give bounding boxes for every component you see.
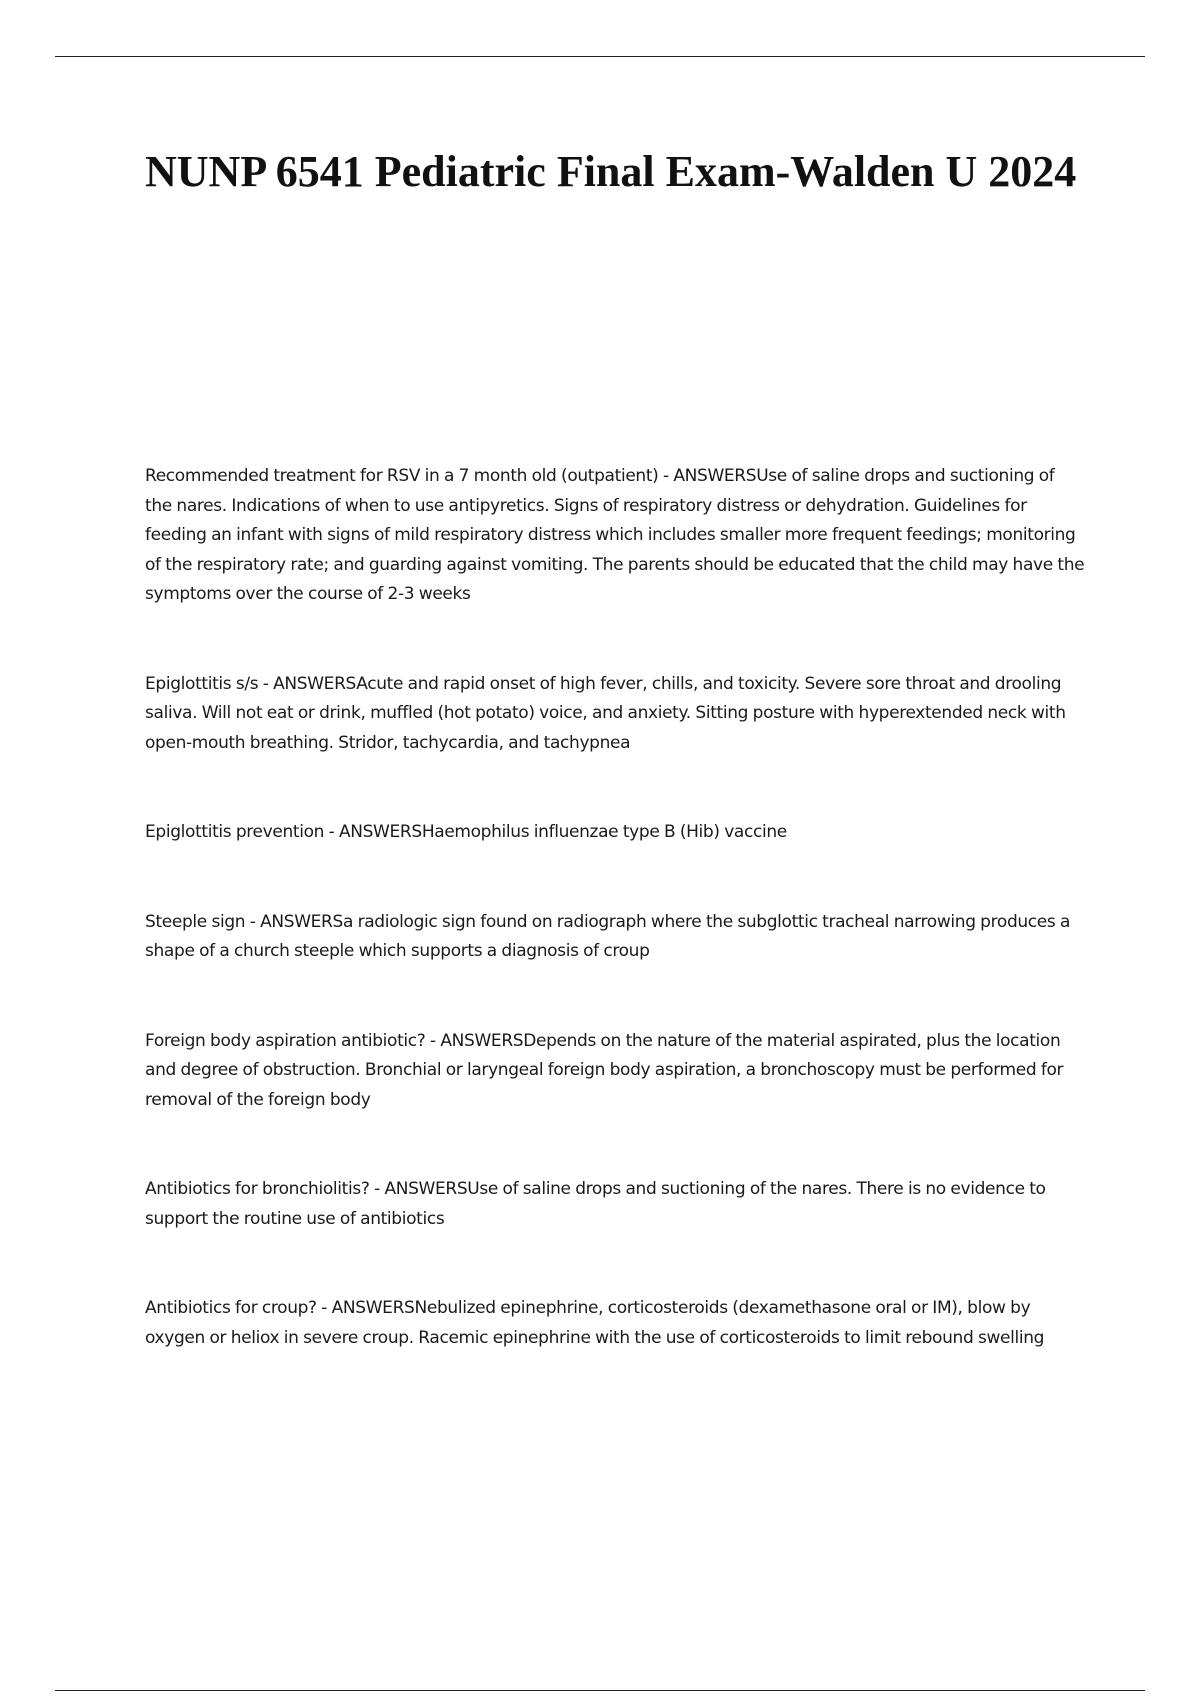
qa-item [145, 1175, 1085, 1234]
qa-item [145, 670, 1085, 759]
answer-text: a radiologic sign found on radiograph where the subglottic tracheal narrowing produces a shape of a church steeple which supports a diagnosis of croup [145, 911, 1071, 961]
answer-separator: - [324, 822, 339, 842]
answer-text: Nebulized epinephrine, corticosteroids (dexamethasone oral or IM), blow by oxygen or heliox in severe croup. Racemic epinephrine with the use of corticosteroids to limit rebound swelling [145, 1298, 1045, 1348]
answer-text: Acute and rapid onset of high fever, chills, and toxicity. Severe sore throat and drooling saliva. Will not eat or drink, muffled (hot potato) voice, and anxiety. Sitting posture with hyperextended neck with open-mouth breathing. Stridor, tachycardia, and tachypnea [145, 673, 1066, 753]
answer-separator: - [316, 1298, 332, 1318]
question-text: Epiglottitis prevention [145, 822, 325, 842]
qa-item [145, 462, 1085, 610]
answer-prefix: ANSWERS [338, 822, 422, 842]
qa-item [145, 1294, 1085, 1353]
answer-separator: - [369, 1179, 385, 1199]
answer-text: Depends on the nature of the material aspirated, plus the location and degree of obstruction. Bronchial or laryngeal foreign body aspiration, a bronchoscopy must be performed for removal of the foreign body [145, 1030, 1064, 1110]
document-title: NUNP 6541 Pediatric Final Exam-Walden U 2024 [145, 147, 1077, 196]
qa-item [145, 818, 1085, 848]
answer-separator: - [658, 466, 674, 486]
answer-text: Haemophilus influenzae type B (Hib) vaccine [421, 822, 787, 842]
qa-item [145, 908, 1085, 967]
answer-text: Use of saline drops and suctioning of the nares. Indications of when to use antipyretics. Signs of respiratory distress or dehydration. Guidelines for feeding an infant with signs of mild respiratory distress which includes smaller more frequent feedings; monitoring of the respiratory rate; and guarding against vomiting. The parents should be educated that the child may have the symptoms over the course of 2-3 weeks [145, 466, 1085, 604]
answer-prefix: ANSWERS [273, 673, 357, 694]
answer-separator: - [258, 673, 274, 694]
question-text: Steeple sign [145, 911, 246, 932]
answer-prefix: ANSWERS [384, 1179, 468, 1199]
answer-separator: - [425, 1030, 441, 1051]
answer-prefix: ANSWERS [260, 911, 343, 932]
question-text: Antibiotics for croup? [145, 1298, 317, 1318]
question-text: Antibiotics for bronchiolitis? [145, 1179, 370, 1199]
question-text: Recommended treatment for RSV in a 7 month old (outpatient) [145, 466, 659, 486]
question-text: Foreign body aspiration antibiotic? [145, 1030, 426, 1051]
answer-prefix: ANSWERS [331, 1298, 415, 1318]
qa-item [145, 1027, 1085, 1116]
answer-text: Use of saline drops and suctioning of the nares. There is no evidence to support the routine use of antibiotics [145, 1179, 1046, 1229]
answer-prefix: ANSWERS [440, 1030, 524, 1051]
answer-prefix: ANSWERS [673, 466, 757, 486]
answer-separator: - [245, 911, 261, 932]
footer-rule [55, 1690, 1145, 1691]
qa-list [145, 462, 1085, 1413]
question-text: Epiglottitis s/s [145, 673, 259, 694]
header-rule [55, 56, 1145, 57]
